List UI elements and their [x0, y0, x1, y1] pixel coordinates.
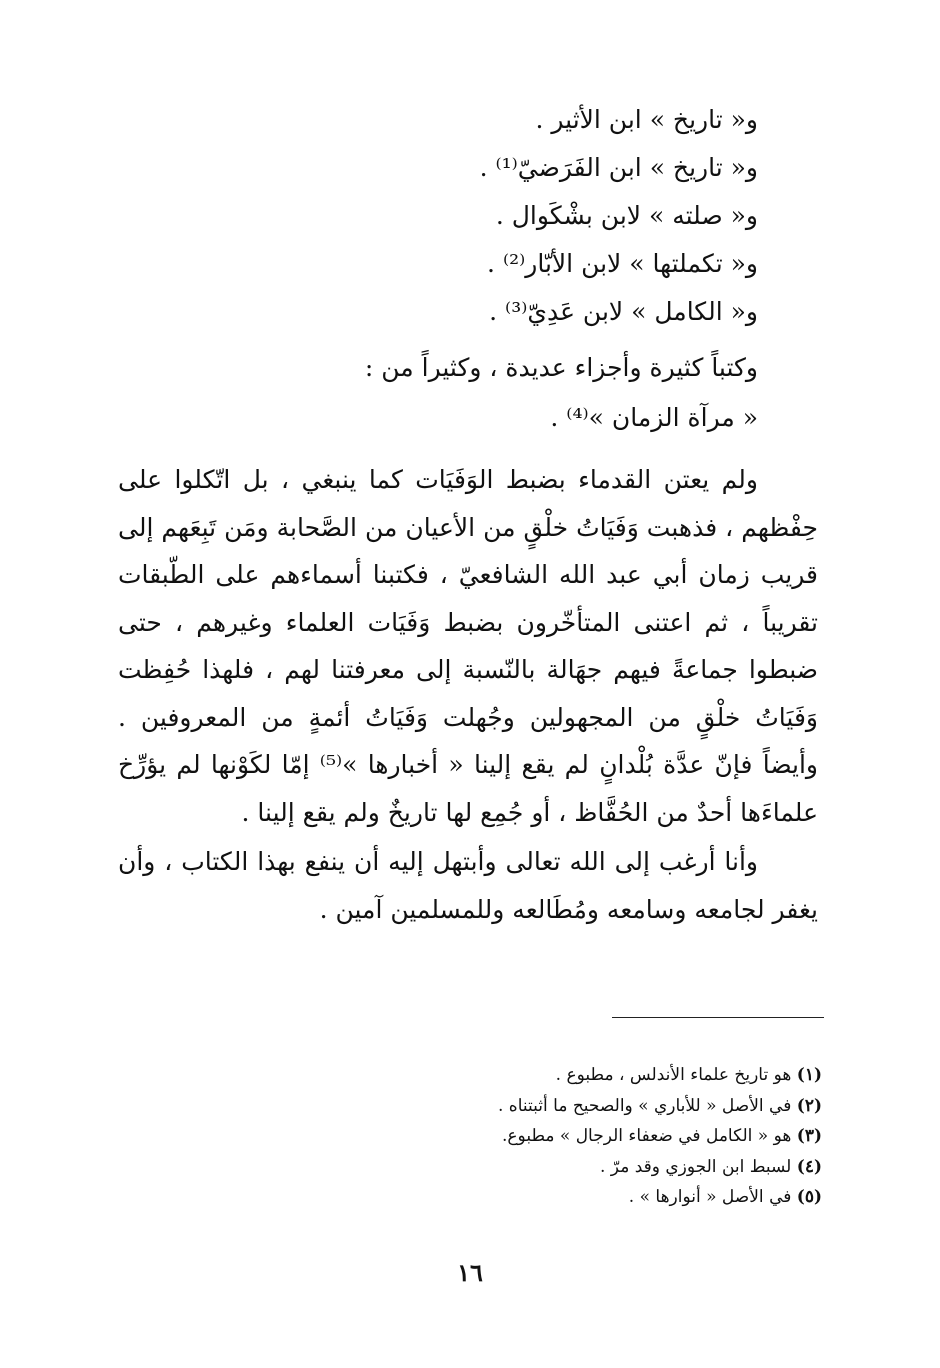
paragraph-deaths: ولم يعتن القدماء بضبط الوَفَيَات كما ينبغي ، بل اتّكلوا على حِفْظهم ، فذهبت وَفَيَاتُ خلْقٍ من الأعيان من الصَّحابة ومَن تَبِعَهم إلى قريب زمان أبي عبد الله الشافعيّ ، فكتبنا أسماءهم على الطّبقات تقريباً ، ثم اعتنى المتأخّرون بضبط وَفَيَات العلماء وغيرهم ، حتى ضبطوا جماعةً فيهم جهَالة بالنّسبة إلى معرفتنا لهم ، فلهذا حُفِظت وَفَيَاتُ خلْقٍ من المجهولين وجُهلت وَفَيَاتُ أئمةٍ من المعروفين . وأيضاً فإنّ عدَّة بُلْدانٍ لم يقع إلينا « أخبارها »⁽⁵⁾ إمّا لكَوْنها لم يؤرِّخ علماءَها أحدٌ من الحُفَّاظ ، أو جُمِع لها تاريخٌ ولم يقع إلينا .	[118, 465, 818, 827]
footnote-text: لسبط ابن الجوزي وقد مرّ .	[600, 1156, 792, 1177]
footnote-separator	[612, 1017, 824, 1018]
footnote-item	[362, 1182, 822, 1213]
books-line: وكتباً كثيرة وأجزاء عديدة ، وكثيراً من :	[364, 353, 758, 382]
list-item: و« تاريخ » ابن الفَرَضيّ⁽¹⁾ .	[479, 153, 758, 182]
books-block	[158, 343, 758, 443]
footnote-number: (٢)	[796, 1095, 822, 1116]
footnotes	[362, 1060, 822, 1213]
footnote-item	[362, 1060, 822, 1091]
footnote-text: في الأصل « أنوارها » .	[628, 1187, 792, 1207]
list-item: و« الكامل » لابن عَدِيّ⁽³⁾ .	[489, 297, 758, 326]
footnote-text: في الأصل « للأباري » والصحيح ما أثبتناه .	[498, 1095, 792, 1116]
footnote-item	[362, 1121, 822, 1152]
page-number: ١٦	[457, 1258, 483, 1287]
list-item: و« تاريخ » ابن الأثير .	[535, 105, 758, 134]
footnote-number: (١)	[796, 1065, 822, 1085]
footnote-number: (٥)	[796, 1187, 822, 1207]
footnote-number: (٣)	[796, 1126, 822, 1146]
paragraph-prayer: وأنا أرغب إلى الله تعالى وأبتهل إليه أن ينفع بهذا الكتاب ، وأن يغفر لجامعه وسامعه ومُطَالعه وللمسلمين آمين .	[118, 847, 818, 924]
list-item: و« صلته » لابن بشْكَوال .	[495, 201, 758, 230]
sources-list	[198, 96, 758, 336]
footnote-text: هو « الكامل في ضعفاء الرجال » مطبوع.	[501, 1126, 792, 1146]
footnote-text: هو تاريخ علماء الأندلس ، مطبوع .	[555, 1065, 792, 1085]
footnote-number: (٤)	[796, 1156, 822, 1177]
list-item: و« تكملتها » لابن الأبّار⁽²⁾ .	[487, 249, 758, 278]
footnote-item	[362, 1091, 822, 1122]
mirror-line: « مرآة الزمان »⁽⁴⁾ .	[550, 403, 758, 432]
footnote-item	[362, 1152, 822, 1183]
